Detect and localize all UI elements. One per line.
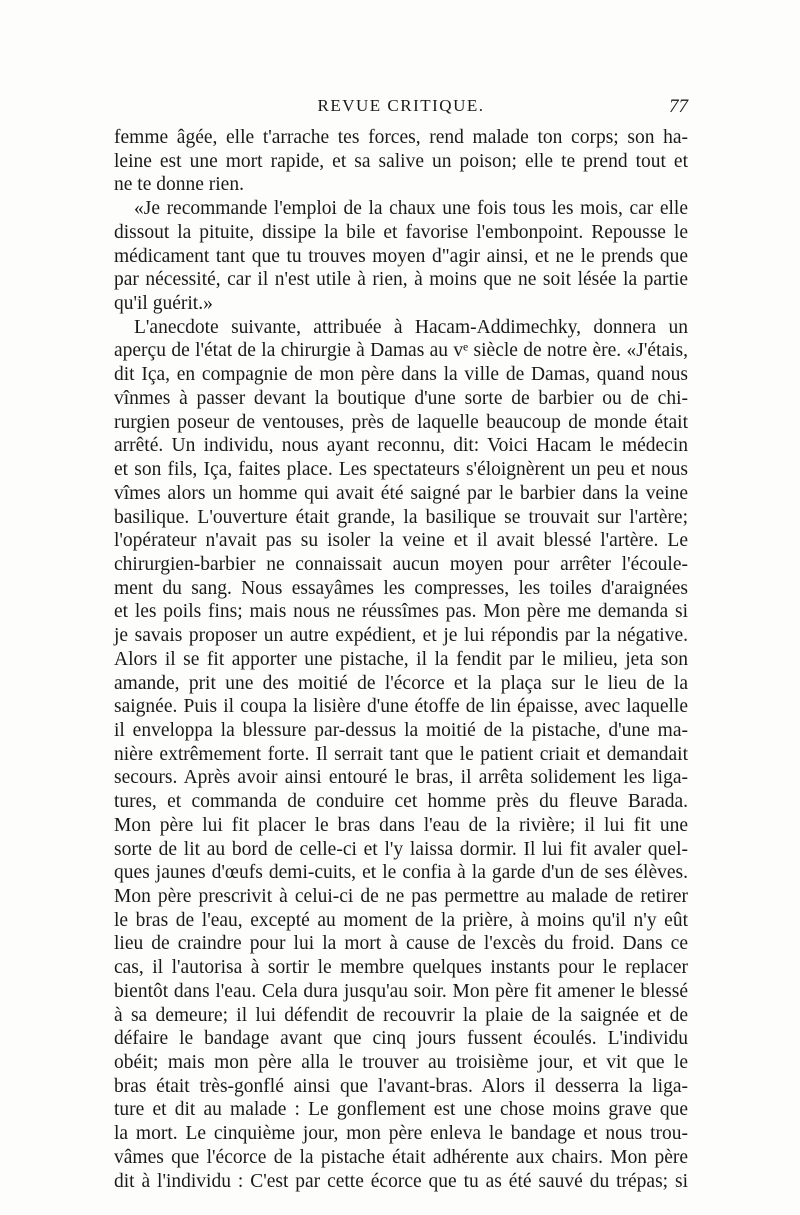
text-line: arrêté. Un individu, nous ayant reconnu, dit: Voici Hacam le médecin [114, 435, 688, 457]
text-line: vâmes que l'écorce de la pistache était adhérente aux chairs. Mon père [114, 1146, 688, 1168]
text-line: dit à l'individu : C'est par cette écorce que tu as été sauvé du trépas; si [114, 1170, 688, 1192]
text-line: lieu de craindre pour lui la mort à cause de l'excès du froid. Dans ce [114, 933, 688, 955]
text-line: amande, prit une des moitié de l'écorce et la plaça sur le lieu de la [114, 672, 688, 694]
text-line: par nécessité, car il n'est utile à rien, à moins que ne soit lésée la partie [114, 269, 688, 291]
text-line: médicament tant que tu trouves moyen d"agir ainsi, et ne le prends que [114, 245, 688, 267]
text-line: le bras de l'eau, excepté au moment de la prière, à moins qu'il n'y eût [114, 909, 688, 931]
text-line: et son fils, Iça, faites place. Les spectateurs s'éloignèrent un peu et nous [114, 459, 688, 481]
text-line: vînmes à passer devant la boutique d'une sorte de barbier ou de chi- [114, 387, 688, 409]
text-line: défaire le bandage avant que cinq jours fussent écoulés. L'individu [114, 1028, 688, 1050]
text-line: ques jaunes d'œufs demi-cuits, et le confia à la garde d'un de ses élèves. [114, 862, 688, 884]
text-line: tures, et commanda de conduire cet homme près du fleuve Barada. [114, 791, 688, 813]
text-line: la mort. Le cinquième jour, mon père enleva le bandage et nous trou- [114, 1123, 688, 1145]
text-line: aperçu de l'état de la chirurgie à Damas au vᵉ siècle de notre ère. «J'étais, [114, 340, 688, 362]
body-text [114, 126, 688, 1193]
text-line: Mon père prescrivit à celui-ci de ne pas permettre au malade de retirer [114, 886, 688, 907]
text-line: «Je recommande l'emploi de la chaux une fois tous les mois, car elle [134, 198, 688, 220]
text-line: il enveloppa la blessure par-dessus la moitié de la pistache, d'une ma- [114, 719, 688, 741]
text-line: Mon père lui fit placer le bras dans l'eau de la rivière; il lui fit une [114, 814, 688, 836]
text-line: chirurgien-barbier ne connaissait aucun moyen pour arrêter l'écoule- [114, 553, 688, 575]
text-line: nière extrêmement forte. Il serrait tant que le patient criait et demandait [114, 743, 688, 765]
text-line: et les poils fins; mais nous ne réussîmes pas. Mon père me demanda si [114, 601, 688, 623]
text-line: sorte de lit au bord de celle-ci et l'y laissa dormir. Il lui fit avaler quel- [114, 838, 688, 860]
text-line: Alors il se fit apporter une pistache, il la fendit par le milieu, jeta son [114, 648, 688, 670]
text-line: cas, il l'autorisa à sortir le membre quelques instants pour le replacer [114, 957, 688, 979]
text-line: à sa demeure; il lui défendit de recouvrir la plaie de la saignée et de [114, 1004, 688, 1026]
text-line: basilique. L'ouverture était grande, la basilique se trouvait sur l'artère; [114, 506, 688, 528]
text-line: L'anecdote suivante, attribuée à Hacam-Addimechky, donnera un [134, 316, 688, 338]
text-line: bras était très-gonflé ainsi que l'avant-bras. Alors il desserra la liga- [114, 1075, 688, 1097]
text-line: obéit; mais mon père alla le trouver au troisième jour, et vit que le [114, 1052, 688, 1074]
page-number: 77 [669, 96, 688, 117]
text-line: rurgien poseur de ventouses, près de laquelle beaucoup de monde était [114, 411, 688, 433]
text-line: dissout la pituite, dissipe la bile et favorise l'embonpoint. Repousse le [114, 221, 688, 243]
text-line: vîmes alors un homme qui avait été saigné par le barbier dans la veine [114, 482, 688, 504]
text-line: ne te donne rien. [114, 174, 244, 196]
running-title: REVUE CRITIQUE. [317, 96, 485, 115]
text-line: qu'il guérit.» [114, 293, 213, 315]
text-line: ment du sang. Nous essayâmes les compresses, les toiles d'araignées [114, 577, 688, 599]
text-line: je savais proposer un autre expédient, et je lui répondis par la négative. [114, 625, 688, 647]
text-line: saignée. Puis il coupa la lisière d'une étoffe de lin épaisse, avec laquelle [114, 696, 688, 718]
text-line: dit Iça, en compagnie de mon père dans la ville de Damas, quand nous [114, 364, 688, 386]
text-line: femme âgée, elle t'arrache tes forces, rend malade ton corps; son ha- [114, 127, 688, 148]
text-line: bientôt dans l'eau. Cela dura jusqu'au soir. Mon père fit amener le blessé [114, 980, 688, 1002]
text-line: l'opérateur n'avait pas su isoler la veine et il avait blessé l'artère. Le [114, 530, 688, 552]
text-line: secours. Après avoir ainsi entouré le bras, il arrêta solidement les liga- [114, 767, 688, 789]
text-line: leine est une mort rapide, et sa salive un poison; elle te prend tout et [114, 150, 688, 172]
page-header [114, 96, 688, 126]
text-line: ture et dit au malade : Le gonflement est une chose moins grave que [114, 1099, 688, 1121]
